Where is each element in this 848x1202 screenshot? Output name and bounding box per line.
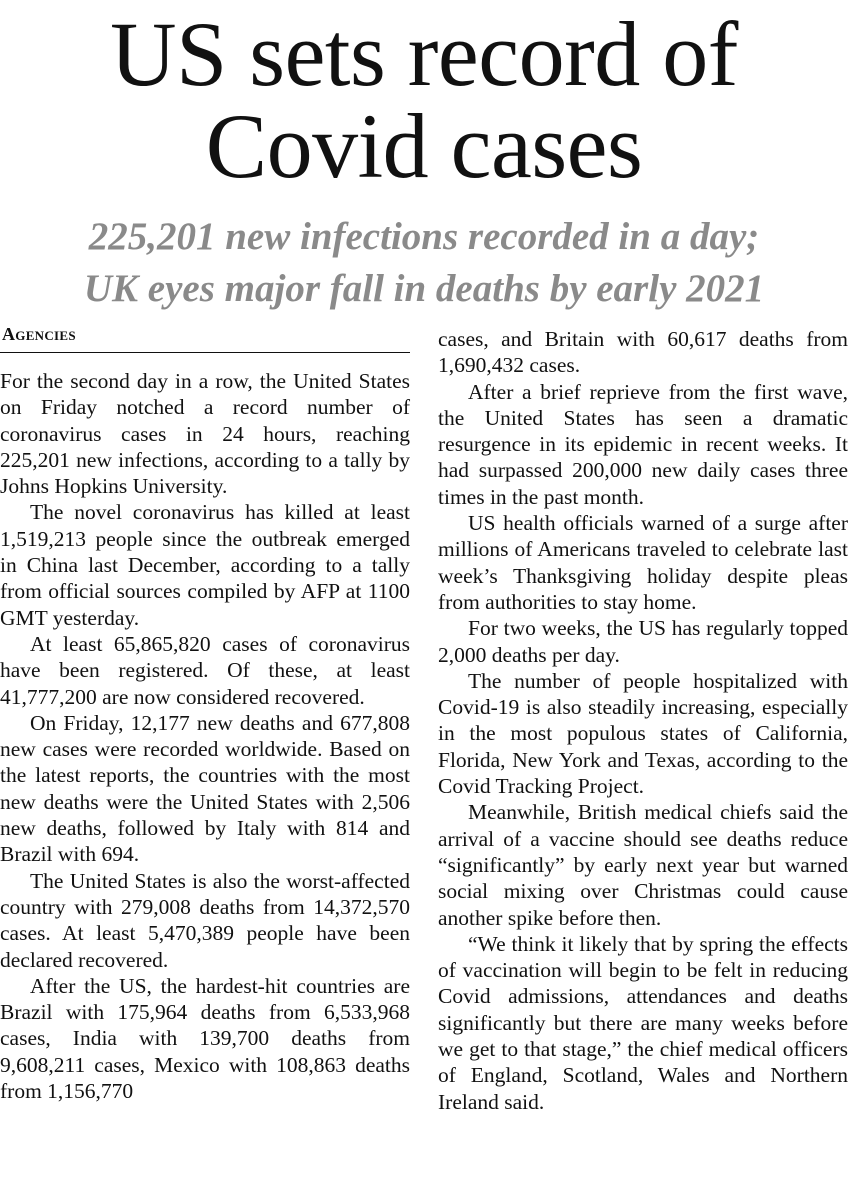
paragraph: US health officials warned of a surge after millions of Americans traveled to celebrate last week’s Thanksgiving holiday despite pleas from authorities to stay home. bbox=[438, 511, 848, 614]
paragraph: For the second day in a row, the United States on Friday notched a record number of coronavirus cases in 24 hours, reaching 225,201 new infections, according to a tally by Johns Hopkins University. bbox=[0, 369, 410, 499]
headline bbox=[0, 3, 848, 197]
headline-line-1: US sets record of bbox=[110, 3, 738, 105]
paragraph: Meanwhile, British medical chiefs said the arrival of a vaccine should see deaths reduce “significantly” by early next year but warned social mixing over Christmas could cause another spike before then. bbox=[438, 800, 848, 930]
article-column-1 bbox=[0, 368, 410, 1104]
paragraph: “We think it likely that by spring the effects of vaccination will begin to be felt in reducing Covid admissions, attendances and deaths significantly but there are many weeks before we get to that stage,” the chief medical officers of England, Scotland, Wales and Northern Ireland said. bbox=[438, 931, 848, 1114]
subheadline-line-1: 225,201 new infections recorded in a day; bbox=[88, 215, 760, 258]
paragraph: On Friday, 12,177 new deaths and 677,808 new cases were recorded worldwide. Based on the latest reports, the countries with the most new deaths were the United States with 2,506 new deaths, followed by Italy with 814 and Brazil with 694. bbox=[0, 710, 410, 867]
paragraph: For two weeks, the US has regularly topped 2,000 deaths per day. bbox=[438, 616, 848, 667]
paragraph: The number of people hospitalized with Covid-19 is also steadily increasing, especially in the most populous states of California, Florida, New York and Texas, according to the Covid Tracking Project. bbox=[438, 668, 848, 799]
paragraph-continuation: cases, and Britain with 60,617 deaths from 1,690,432 cases. bbox=[438, 327, 848, 378]
byline: Agencies bbox=[2, 324, 76, 344]
subheadline bbox=[0, 211, 848, 315]
paragraph: After a brief reprieve from the first wave, the United States has seen a dramatic resurgence in its epidemic in recent weeks. It had surpassed 200,000 new daily cases three times in the past month. bbox=[438, 379, 848, 509]
byline-divider bbox=[0, 352, 410, 353]
article-column-2 bbox=[438, 326, 848, 1115]
paragraph: The novel coronavirus has killed at least 1,519,213 people since the outbreak emerged in China last December, according to a tally from official sources compiled by AFP at 1100 GMT yesterday. bbox=[0, 500, 410, 630]
headline-line-2: Covid cases bbox=[205, 95, 643, 197]
paragraph: At least 65,865,820 cases of coronavirus have been registered. Of these, at least 41,777,200 are now considered recovered. bbox=[0, 631, 410, 709]
paragraph: After the US, the hardest-hit countries are Brazil with 175,964 deaths from 6,533,968 cases, India with 139,700 deaths from 9,608,211 cases, Mexico with 108,863 deaths from 1,156,770 bbox=[0, 973, 410, 1104]
paragraph: The United States is also the worst-affected country with 279,008 deaths from 14,372,570 cases. At least 5,470,389 people have been declared recovered. bbox=[0, 868, 410, 972]
subheadline-line-2: UK eyes major fall in deaths by early 2021 bbox=[83, 267, 765, 310]
